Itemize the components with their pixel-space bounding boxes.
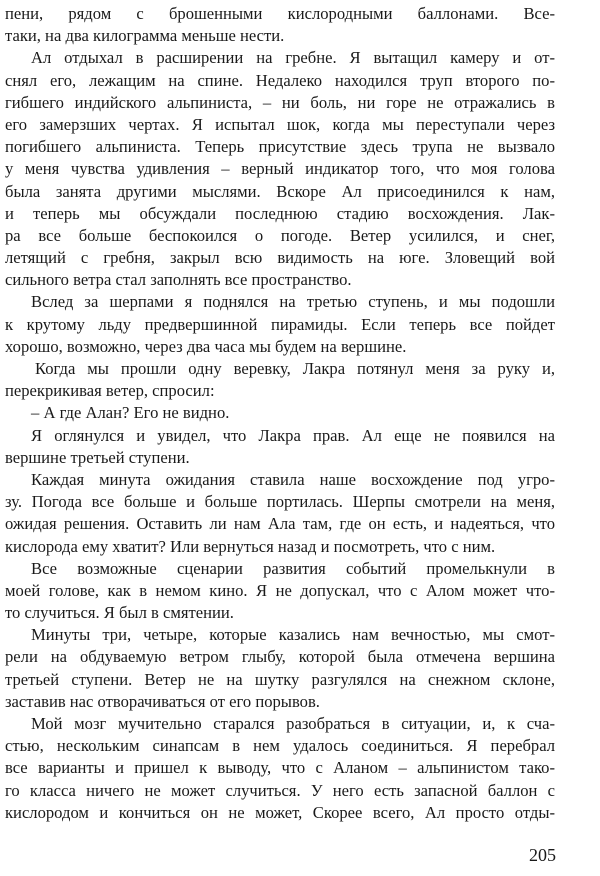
page-number: 205 xyxy=(529,845,556,865)
text-line: была занята другими мыслями. Вскоре Ал присоединился к нам, xyxy=(5,181,555,201)
text-line: и теперь мы обсуждали последнюю стадию восхождения. Лак- xyxy=(5,203,555,223)
text-line: Ал отдыхал в расширении на гребне. Я вытащил камеру и от- xyxy=(31,48,555,68)
text-line: зу. Погода все больше и больше портилась. Шерпы смотрели на меня, xyxy=(5,492,555,512)
text-line: стью, нескольким синапсам в нем удалось соединиться. Я перебрал xyxy=(5,736,555,756)
text-line: Когда мы прошли одну веревку, Лакра потянул меня за руку и, xyxy=(35,359,555,378)
text-line: все варианты и пришел к выводу, что с Аланом – альпинистом тако- xyxy=(5,758,555,778)
text-line: Каждая минута ожидания ставила наше восхождение под угро- xyxy=(31,469,555,489)
text-line: ожидая решения. Оставить ли нам Ала там, где он есть, и надеяться, что xyxy=(5,514,555,534)
text-line: Я оглянулся и увидел, что Лакра прав. Ал еще не появился на xyxy=(31,425,555,445)
text-line: снял его, лежащим на спине. Недалеко находился труп второго по- xyxy=(5,70,555,90)
text-line: гибшего индийского альпиниста, – ни боль, ни горе не отражались в xyxy=(5,92,555,112)
text-line: хорошо, возможно, через два часа мы будем на вершине. xyxy=(5,336,407,356)
text-line: погибшего альпиниста. Теперь присутствие здесь трупа не вызвало xyxy=(5,137,555,157)
text-line: кислорода ему хватит? Или вернуться назад и посмотреть, что с ним. xyxy=(5,536,496,556)
text-line: то случиться. Я был в смятении. xyxy=(5,603,234,623)
text-line: сильного ветра стал заполнять все пространство. xyxy=(5,270,352,290)
text-line: Мой мозг мучительно старался разобраться в ситуации, и, к сча- xyxy=(31,714,555,733)
text-line: к крутому льду предвершинной пирамиды. Если теперь все пойдет xyxy=(5,314,555,334)
text-line: заставив нас отворачиваться от его порывов. xyxy=(5,691,320,711)
text-line: его замерзших чертах. Я испытал шок, когда мы переступали через xyxy=(5,114,555,134)
text-line: го класса ничего не может случиться. У него есть запасной баллон с xyxy=(5,780,555,800)
text-line: Вслед за шерпами я поднялся на третью ступень, и мы подошли xyxy=(31,292,555,312)
text-line: моей голове, как в немом кино. Я не допускал, что с Алом может что- xyxy=(5,580,555,600)
text-line: рели на обдуваемую ветром глыбу, которой была отмечена вершина xyxy=(5,647,555,667)
text-line: летящий с гребня, закрыл всю видимость на юге. Зловещий вой xyxy=(5,248,555,268)
text-line: перекрикивая ветер, спросил: xyxy=(5,381,215,401)
text-line: таки, на два килограмма меньше нести. xyxy=(5,26,285,46)
text-line: вершине третьей ступени. xyxy=(5,447,190,467)
text-line: ра все больше беспокоился о погоде. Ветер усилился, и снег, xyxy=(5,225,555,245)
text-line: третьей ступени. Ветер не на шутку разгулялся на снежном склоне, xyxy=(5,669,555,689)
text-line: Все возможные сценарии развития событий промелькнули в xyxy=(31,558,555,578)
text-line: Минуты три, четыре, которые казались нам вечностью, мы смот- xyxy=(31,625,555,645)
body-text xyxy=(5,3,555,824)
text-line: пени, рядом с брошенными кислородными баллонами. Все- xyxy=(5,4,555,23)
text-line: – А где Алан? Его не видно. xyxy=(31,403,230,423)
text-line: кислородом и кончиться он не может, Скорее всего, Ал просто отды- xyxy=(5,802,555,822)
text-line: у меня чувства удивления – верный индикатор того, что моя голова xyxy=(5,159,555,179)
